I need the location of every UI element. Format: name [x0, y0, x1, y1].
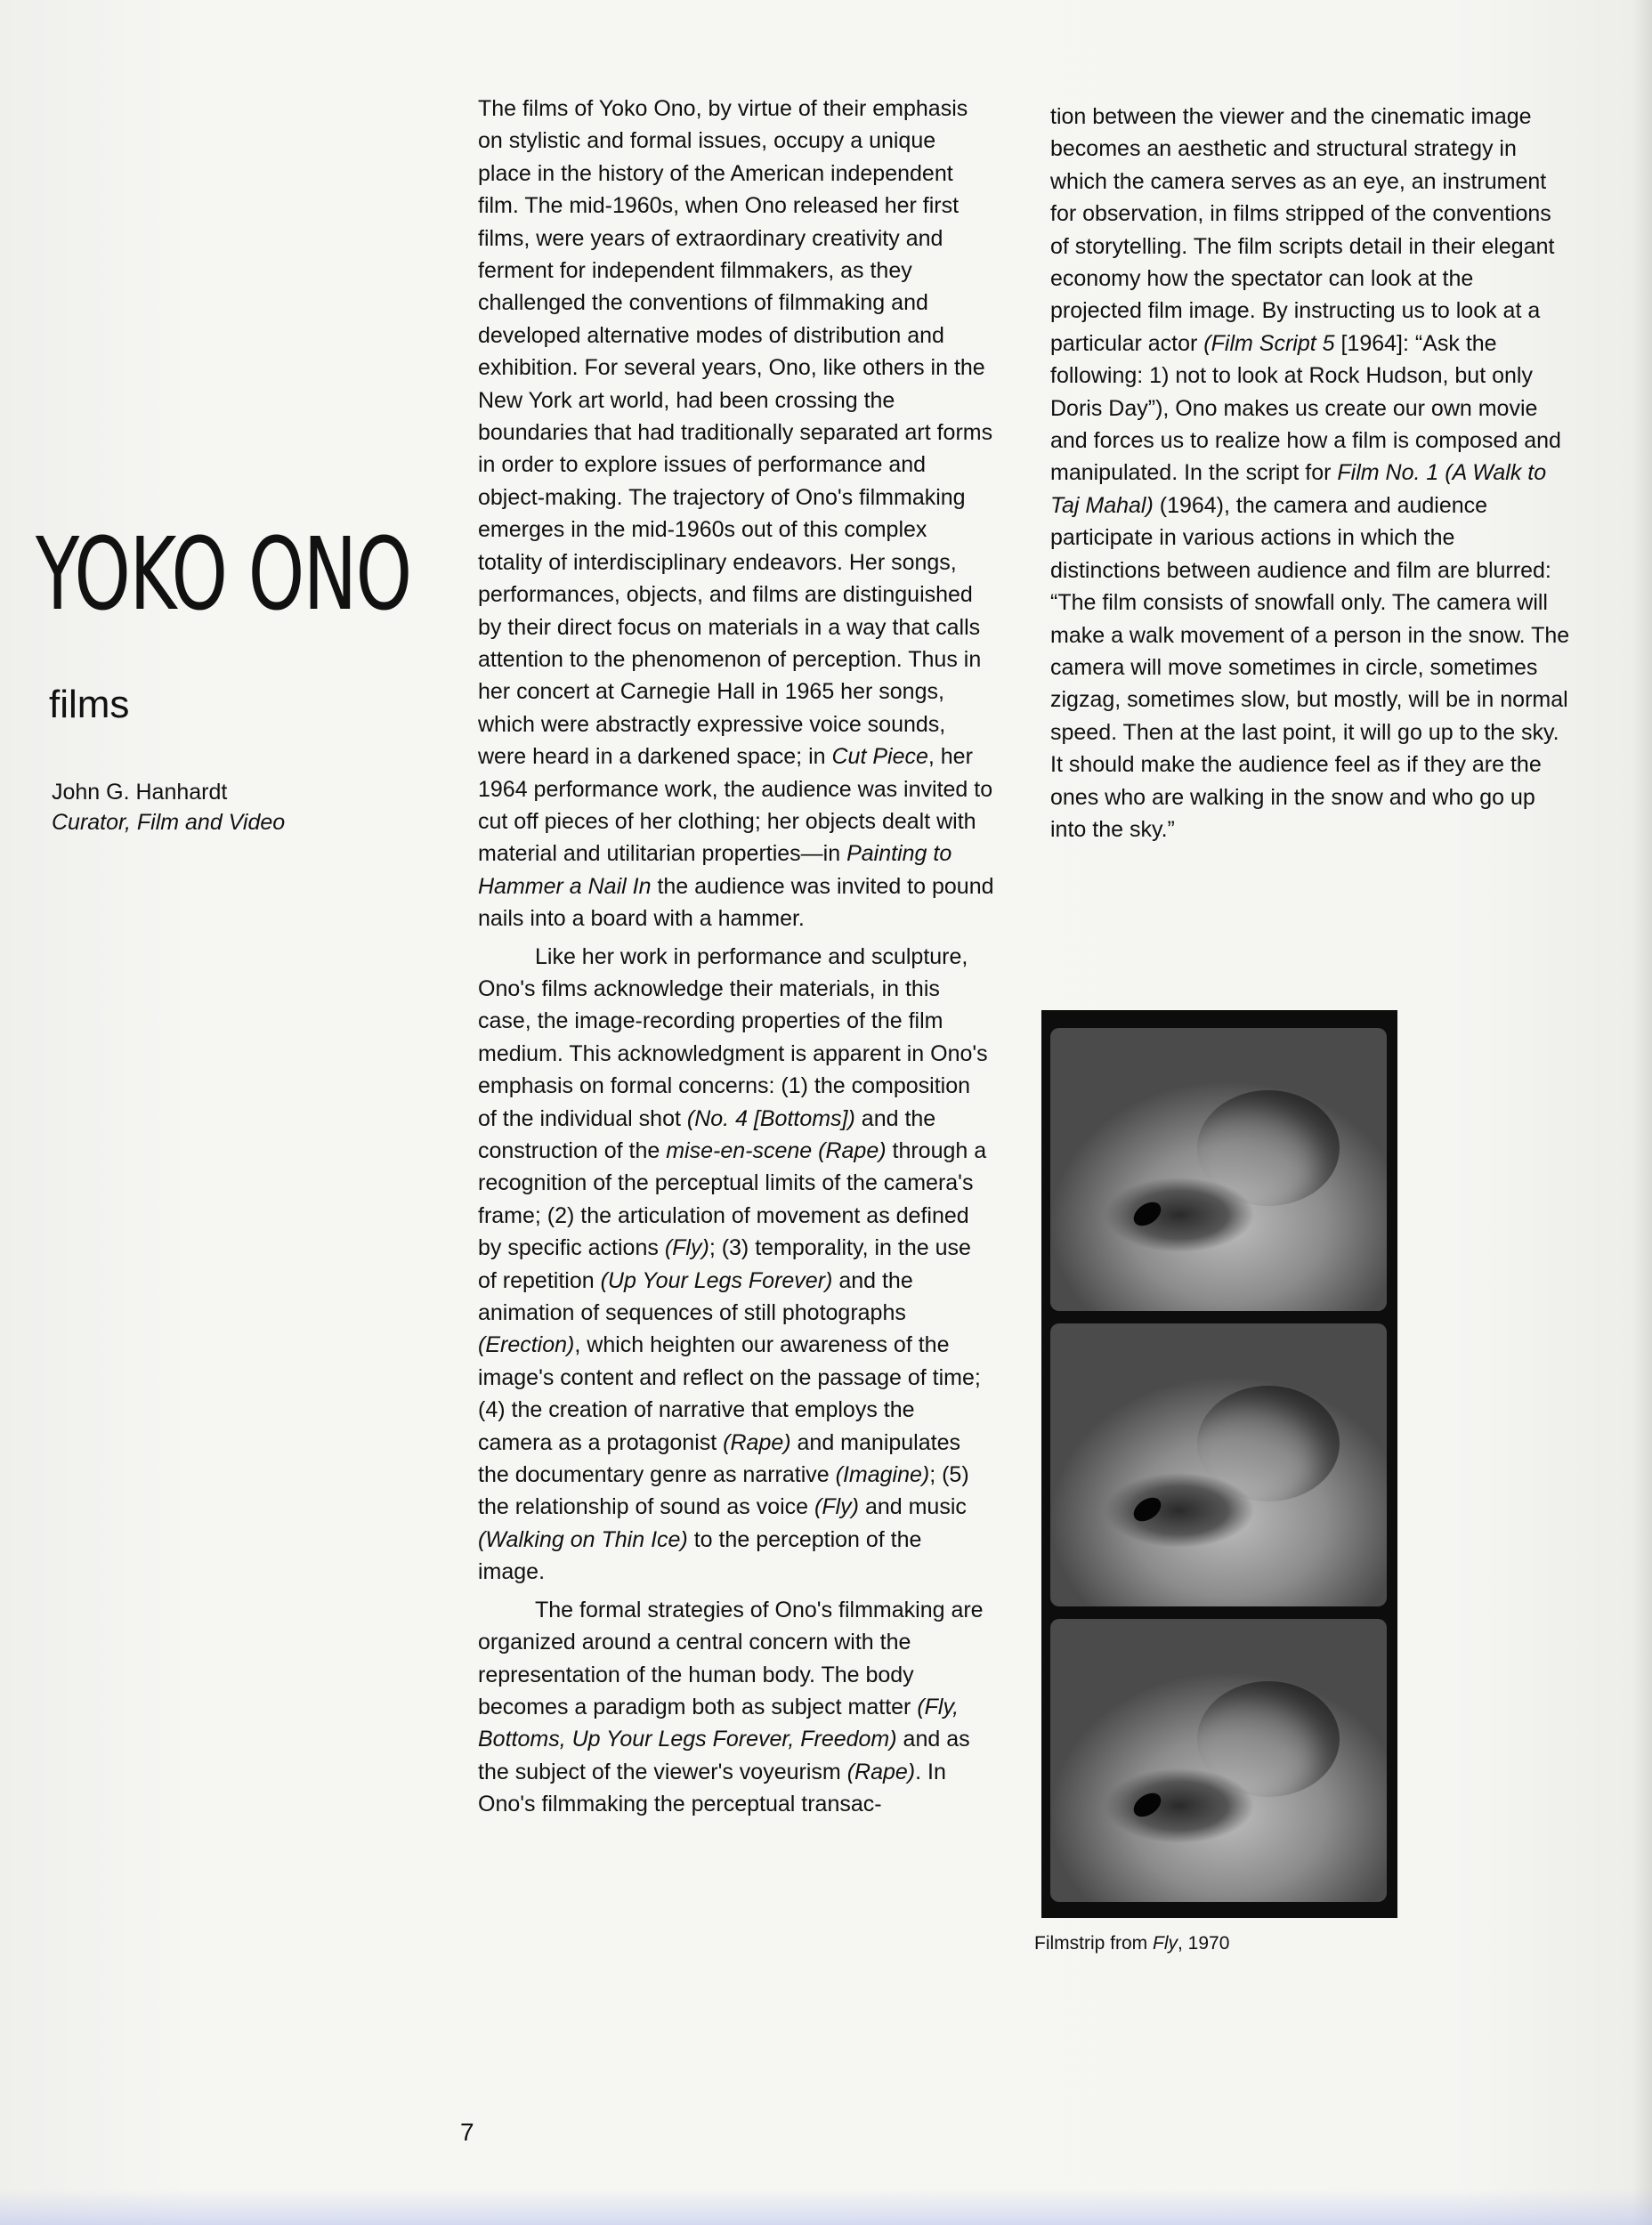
filmstrip-image [1041, 1010, 1397, 1918]
film-title-thin-ice: (Walking on Thin Ice) [478, 1526, 688, 1552]
paragraph-2-text-k: to the perception of the image. [478, 1526, 922, 1585]
paragraph-3-text-a: The formal strategies of Ono's filmmaking are organized around a central concern with the representation of the human body. The body becomes a paradigm both as subject matter [478, 1597, 984, 1719]
script-title-film-no-1: Film No. 1 (A Walk to Taj Mahal) [1050, 460, 1547, 518]
author-role: Curator, Film and Video [52, 810, 286, 835]
film-title-rape: (Rape) [723, 1429, 791, 1455]
caption-prefix: Filmstrip from [1034, 1933, 1153, 1954]
caption-title: Fly [1153, 1933, 1178, 1954]
paragraph-2-text-g: and manipulates the documentary genre as narrative [478, 1429, 960, 1488]
author-name: John G. Hanhardt [52, 780, 228, 805]
film-frame-1 [1050, 1028, 1387, 1311]
paragraph-4-text-c: (1964), the camera and audience participate in various actions in which the distinctions between audience and film are blurred: “The film consists of snowfall only. The camera will make a walk movement of a person in the snow. The camera will move sometimes in circle, sometimes zigzag, sometimes slow, but mostly, will be in normal speed. Then at the last point, it will go up to the sky. It should make the audience feel as if they are the ones who are walking in the snow and who go up into the sky.” [1050, 492, 1570, 842]
paragraph-2-text-f: , which heighten our awareness of the image's content and reflect on the passage of time; (4) the creation of narrative that employs the camera as a protagonist [478, 1332, 981, 1455]
work-title-painting: Painting to Hammer a Nail In [478, 841, 952, 899]
paragraph-3 [478, 1594, 994, 1821]
paragraph-1-text-c: the audience was invited to pound nails into a board with a hammer. [478, 873, 994, 932]
paragraph-2 [478, 941, 994, 1589]
caption-suffix: , 1970 [1178, 1933, 1230, 1954]
film-title-erection: (Erection) [478, 1332, 575, 1358]
paragraph-2-text-c: through a recognition of the perceptual limits of the camera's frame; (2) the articulation of movement as defined by specific actions [478, 1138, 987, 1261]
film-title-rape-2: (Rape) [846, 1759, 916, 1784]
author-block [52, 777, 285, 837]
page-subtitle: films [49, 683, 130, 726]
paragraph-3-text-c: . In Ono's filmmaking the perceptual transac- [478, 1759, 946, 1817]
film-frame-2 [1050, 1323, 1387, 1606]
page-number: 7 [460, 2118, 474, 2146]
paragraph-3-text-b: and as the subject of the viewer's voyeurism [478, 1727, 970, 1784]
film-title-fly: (Fly) [664, 1235, 709, 1261]
scan-edge-tint [0, 2189, 1652, 2225]
paragraph-4-text-b: [1964]: “Ask the following: 1) not to look at Rock Hudson, but only Doris Day”), Ono makes us create our own movie and forces us to realize how a film is composed and manipulated. In the script for [1050, 330, 1561, 486]
paragraph-1-text-b: , her 1964 performance work, the audience was invited to cut off pieces of her clothing; her objects dealt with material and utilitarian properties—in [478, 744, 993, 867]
paragraph-2-text-e: and the animation of sequences of still photographs [478, 1267, 913, 1326]
paragraph-4-text-a: tion between the viewer and the cinematic image becomes an aesthetic and structural strategy in which the camera serves as an eye, an instrument for observation, in films stripped of the conventions of storytelling. The film scripts detail in their elegant economy how the spectator can look at the projected film image. By instructing us to look at a particular actor [1050, 104, 1555, 356]
text-column-1 [478, 93, 994, 1821]
film-frame-3 [1050, 1619, 1387, 1902]
film-titles-list: (Fly, Bottoms, Up Your Legs Forever, Freedom) [478, 1694, 960, 1752]
film-title-up-your-legs: (Up Your Legs Forever) [600, 1267, 833, 1293]
paragraph-2-text-d: ; (3) temporality, in the use of repetition [478, 1235, 971, 1293]
paragraph-2-text-h: ; (5) the relationship of sound as voice [478, 1462, 969, 1520]
paragraph-4 [1050, 101, 1571, 846]
text-column-2 [1050, 101, 1571, 846]
paragraph-2-text-j: and music [859, 1494, 967, 1520]
film-title-imagine: (Imagine) [835, 1462, 930, 1488]
film-title-bottoms: (No. 4 [Bottoms]) [686, 1105, 855, 1131]
term-mise-en-scene: mise-en-scene (Rape) [666, 1138, 887, 1163]
figure-caption [1034, 1933, 1229, 1954]
page-title: YOKO ONO [36, 517, 411, 633]
work-title-cut-piece: Cut Piece [831, 744, 928, 770]
paragraph-2-text-b: and the construction of the [478, 1105, 936, 1163]
film-title-fly-2: (Fly) [814, 1494, 859, 1520]
paragraph-1 [478, 93, 994, 935]
paragraph-1-text-a: The films of Yoko Ono, by virtue of their emphasis on stylistic and formal issues, occupy a unique place in the history of the American independent film. The mid-1960s, when Ono released her first films, were years of extraordinary creativity and ferment for independent filmmakers, as they challenged the conventions of filmmaking and developed alternative modes of distribution and exhibition. For several years, Ono, like others in the New York art world, had been crossing the boundaries that had traditionally separated art forms in order to explore issues of performance and object-making. The trajectory of Ono's filmmaking emerges in the mid-1960s out of this complex totality of interdisciplinary endeavors. Her songs, performances, objects, and films are distinguished by their direct focus on materials in a way that calls attention to the phenomenon of perception. Thus in her concert at Carnegie Hall in 1965 her songs, which were abstractly expressive voice sounds, were heard in a darkened space; in [478, 96, 993, 770]
script-title-film-script-5: (Film Script 5 [1203, 330, 1335, 356]
fly-shape [1130, 1788, 1165, 1822]
fly-shape [1130, 1197, 1165, 1231]
paragraph-2-text-a: Like her work in performance and sculpture, Ono's films acknowledge their materials, in this case, the image-recording properties of the film medium. This acknowledgment is apparent in Ono's emphasis on formal concerns: (1) the composition of the individual shot [478, 943, 988, 1131]
spine-shadow [1632, 0, 1652, 2225]
fly-shape [1130, 1493, 1165, 1526]
